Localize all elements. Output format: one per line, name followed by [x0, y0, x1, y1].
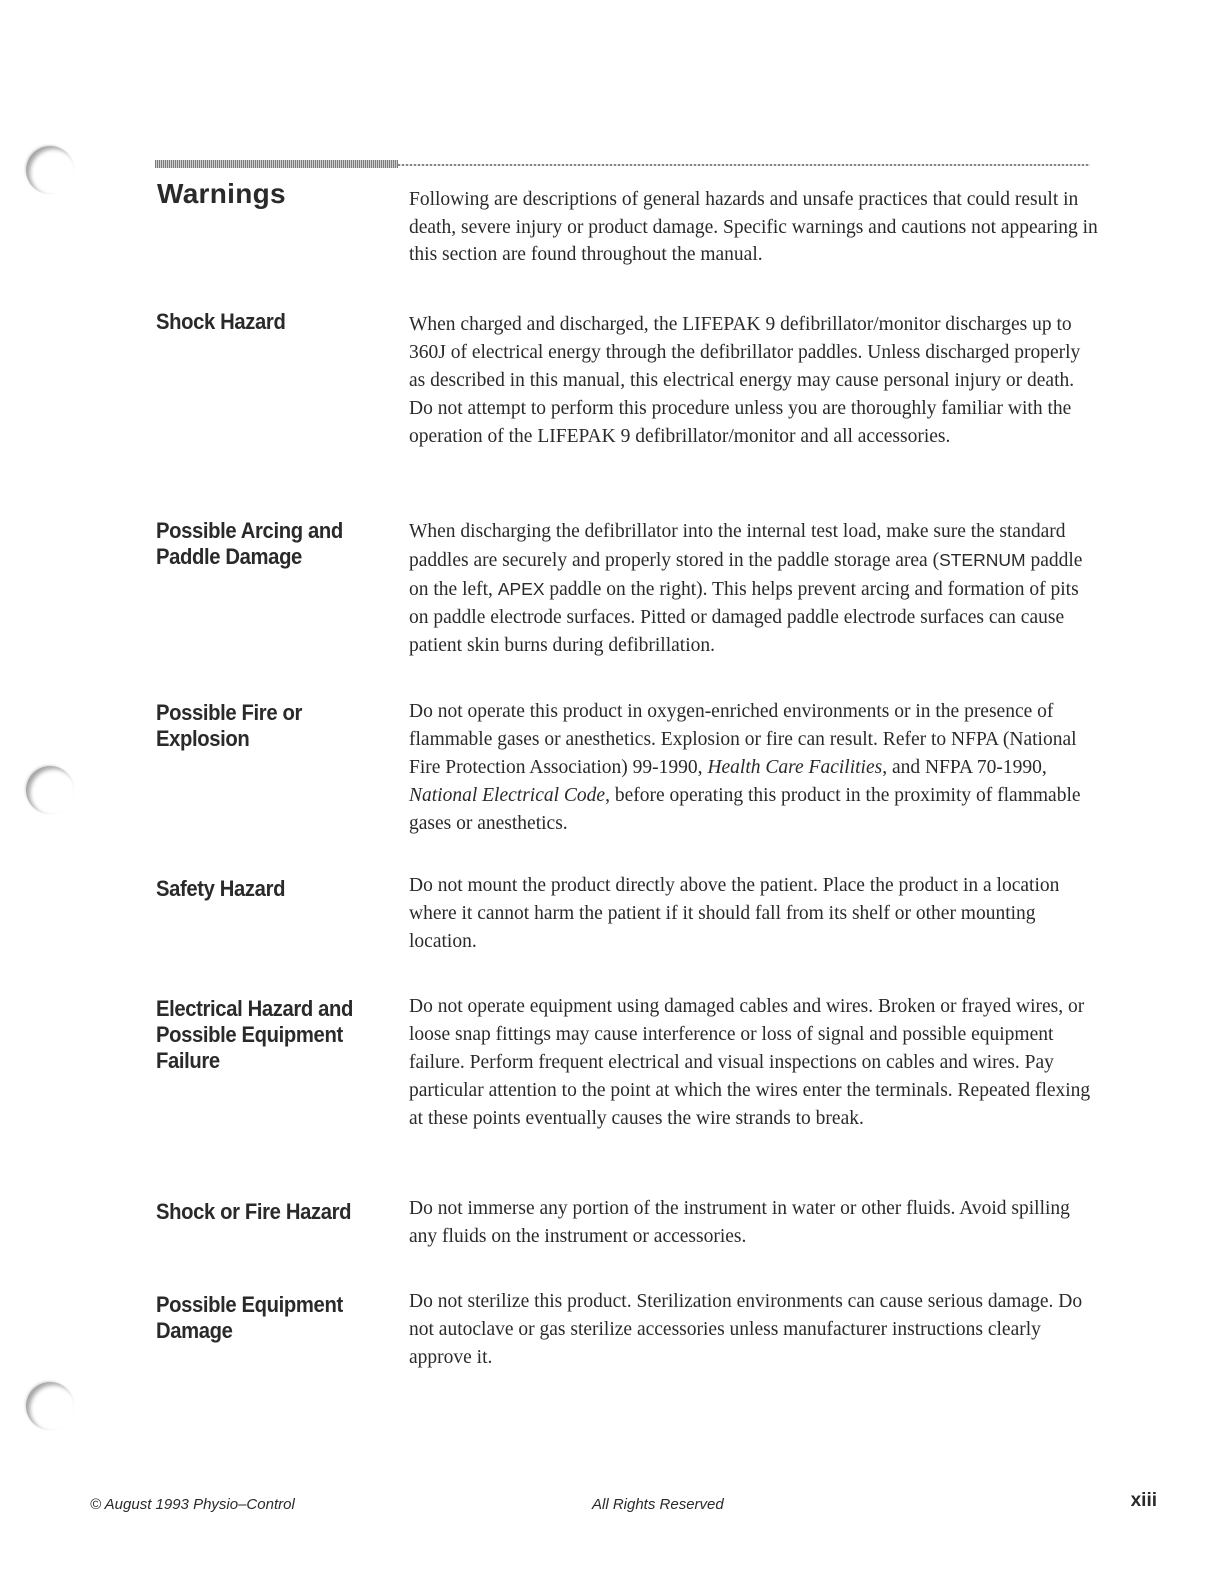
- binder-hole-middle: [26, 766, 74, 814]
- warning-body: [409, 518, 1099, 660]
- body-text: , before operating this product in the proximity of flammable gases or anesthetics.: [409, 785, 1081, 834]
- warning-heading-line: Explosion: [156, 726, 250, 751]
- warning-heading-line: Paddle Damage: [156, 544, 302, 569]
- warning-heading-line: Shock Hazard: [156, 309, 286, 334]
- warning-heading-line: Failure: [156, 1048, 220, 1073]
- warning-heading-line: Electrical Hazard and: [156, 996, 354, 1021]
- warning-heading: [156, 700, 377, 752]
- footer-copyright: © August 1993 Physio–Control: [90, 1496, 295, 1513]
- warning-heading-line: Possible Arcing and: [156, 518, 343, 543]
- warning-heading-line: Possible Fire or: [156, 700, 302, 725]
- warning-heading: [156, 518, 377, 570]
- section-rule-light: [398, 164, 1090, 166]
- warning-body: Do not mount the product directly above the patient. Place the product in a location where it cannot harm the patient if it should fall from its shelf or other mounting location.: [409, 875, 1060, 952]
- binder-hole-top: [26, 146, 74, 194]
- body-text: Do not operate this product in oxygen-enriched environments or in the presence of flammable gases or anesthetics. Explosion or fire can result. Refer to NFPA (National Fire Protection Association) 99-1990,: [409, 701, 1077, 778]
- warning-heading: [156, 996, 377, 1074]
- warning-heading-line: Possible Equipment: [156, 1292, 343, 1317]
- body-text: When discharging the defibrillator into the internal test load, make sure the standard paddles are securely and properly stored in the paddle storage area (: [409, 521, 1066, 571]
- warning-heading: [156, 876, 377, 902]
- warning-heading: [156, 1199, 377, 1225]
- section-intro: Following are descriptions of general hazards and unsafe practices that could result in death, severe injury or product damage. Specific warnings and cautions not appearing in this section are found throughout the manual.: [409, 189, 1098, 265]
- warning-body: Do not immerse any portion of the instrument in water or other fluids. Avoid spilling any fluids on the instrument or accessories.: [409, 1198, 1070, 1247]
- section-title: Warnings: [157, 178, 286, 209]
- warning-body: Do not operate equipment using damaged cables and wires. Broken or frayed wires, or loose snap fittings may cause interference or loss of signal and possible equipment failure. Perform frequent electrical and visual inspections on cables and wires. Pay particular attention to the point at which the wires enter the terminals. Repeated flexing at these points eventually causes the wire strands to break.: [409, 996, 1091, 1129]
- page-number: xiii: [1130, 1490, 1157, 1511]
- warning-heading-line: Shock or Fire Hazard: [156, 1199, 352, 1224]
- warning-body: Do not sterilize this product. Sterilization environments can cause serious damage. Do not autoclave or gas sterilize accessories unless manufacturer instructions clearly approve it.: [409, 1291, 1083, 1368]
- warning-heading: [156, 1292, 377, 1344]
- body-text: paddle on the left,: [409, 550, 1083, 600]
- citation-title: National Electrical Code: [409, 785, 606, 806]
- apex-label: APEX: [497, 579, 545, 599]
- body-text: paddle on the right). This helps prevent arcing and formation of pits on paddle electrode surfaces. Pitted or damaged paddle electrode surfaces can cause patient skin burns during defibrillation.: [409, 579, 1079, 656]
- warning-heading-line: Possible Equipment: [156, 1022, 343, 1047]
- warning-body: When charged and discharged, the LIFEPAK 9 defibrillator/monitor discharges up to 360J of electrical energy through the defibrillator paddles. Unless discharged properly as described in this manual, this electrical energy may cause personal injury or death. Do not attempt to perform this procedure unless you are thoroughly familiar with the operation of the LIFEPAK 9 defibrillator/monitor and all accessories.: [409, 314, 1081, 447]
- section-rule-heavy: [155, 160, 398, 168]
- sternum-label: STERNUM: [939, 550, 1026, 570]
- warning-heading-line: Damage: [156, 1318, 233, 1343]
- warning-heading-line: Safety Hazard: [156, 876, 286, 901]
- warning-body: [409, 698, 1099, 838]
- binder-hole-bottom: [26, 1382, 74, 1430]
- warning-heading: [156, 309, 377, 335]
- body-text: , and NFPA 70-1990,: [882, 757, 1047, 778]
- footer-rights: All Rights Reserved: [592, 1496, 724, 1513]
- citation-title: Health Care Facilities: [707, 757, 883, 778]
